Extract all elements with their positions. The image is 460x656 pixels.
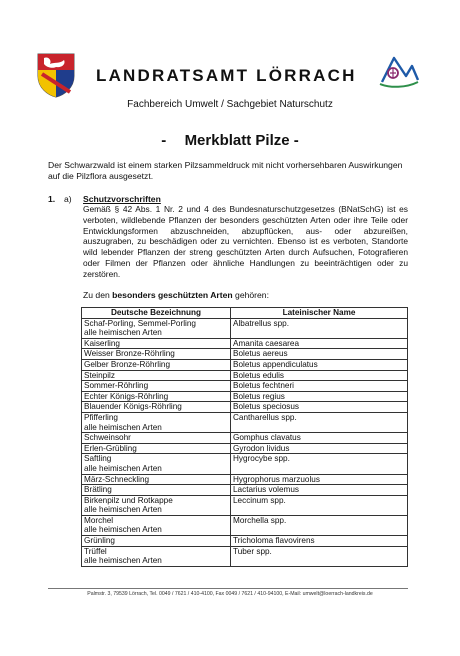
german-name-cell	[82, 402, 231, 413]
latin-name-cell: Boletus speciosus	[231, 402, 408, 413]
german-name-note: alle heimischen Arten	[84, 463, 162, 473]
coat-of-arms-icon	[36, 52, 76, 98]
latin-name-cell: Tuber spp.	[231, 546, 408, 566]
species-table	[81, 307, 408, 567]
german-name: Schaf-Porling, Semmel-Porling	[84, 318, 196, 328]
latin-name-cell: Albatrellus spp.	[231, 318, 408, 338]
column-header-latin: Lateinischer Name	[231, 308, 408, 319]
german-name-cell	[82, 485, 231, 496]
german-name-cell	[82, 433, 231, 444]
german-name-cell	[82, 495, 231, 515]
table-row	[82, 454, 408, 474]
german-name-note: alle heimischen Arten	[84, 422, 162, 432]
species-table-body	[82, 318, 408, 566]
german-name-note: alle heimischen Arten	[84, 505, 162, 515]
table-row	[82, 412, 408, 432]
department-name: Fachbereich Umwelt / Sachgebiet Naturschutz	[127, 99, 333, 110]
latin-name-cell: Hygrophorus marzuolus	[231, 474, 408, 485]
section-heading: Schutzvorschriften	[83, 194, 161, 204]
table-row	[82, 443, 408, 454]
german-name: Gelber Bronze-Röhrling	[84, 359, 171, 369]
latin-name-cell: Amanita caesarea	[231, 338, 408, 349]
german-name: Brätling	[84, 485, 112, 495]
table-row	[82, 318, 408, 338]
german-name-cell	[82, 370, 231, 381]
latin-name-cell: Gyrodon lividus	[231, 443, 408, 454]
german-name-cell	[82, 412, 231, 432]
table-header-row	[82, 308, 408, 319]
german-name-cell	[82, 381, 231, 392]
german-name-cell	[82, 536, 231, 547]
table-row	[82, 536, 408, 547]
german-name: Blauender Königs-Röhrling	[84, 402, 182, 412]
nature-logo-icon	[378, 52, 420, 92]
latin-name-cell: Lactarius volemus	[231, 485, 408, 496]
german-name: Weisser Bronze-Röhrling	[84, 349, 175, 359]
latin-name-cell: Boletus regius	[231, 391, 408, 402]
german-name: Pfifferling	[84, 412, 118, 422]
latin-name-cell: Boletus edulis	[231, 370, 408, 381]
table-row	[82, 359, 408, 370]
german-name: Erlen-Grübling	[84, 443, 137, 453]
german-name-cell	[82, 443, 231, 454]
german-name: Kaiserling	[84, 338, 120, 348]
table-lead-bold: besonders geschützten Arten	[112, 290, 233, 300]
section-paragraph: Gemäß § 42 Abs. 1 Nr. 2 und 4 des Bundesnaturschutzgesetzes (BNatSchG) ist es verboten, wildlebende Pflanzen der besonders geschützten Arten oder ihre Teile oder Entwicklungsformen abzuschneiden, abzupflücken, aus- oder abzureißen, auszugraben, zu beschädigen oder zu vernichten. Ebenso ist es verboten, Standorte wild lebender Pflanzen der streng geschützten Arten durch Aufsuchen, Fotografieren oder Filmen der Pflanzen oder ähnliche Handlungen zu beeinträchtigen oder zu zerstören.	[83, 204, 408, 279]
table-row	[82, 349, 408, 360]
german-name-cell	[82, 349, 231, 360]
german-name-cell	[82, 454, 231, 474]
german-name: Sommer-Röhrling	[84, 381, 149, 391]
table-lead-pre: Zu den	[83, 290, 110, 300]
table-row	[82, 433, 408, 444]
german-name-cell	[82, 474, 231, 485]
table-row	[82, 402, 408, 413]
german-name-cell	[82, 338, 231, 349]
document-title	[0, 132, 460, 149]
latin-name-cell: Leccinum spp.	[231, 495, 408, 515]
german-name-cell	[82, 318, 231, 338]
german-name: Steinpilz	[84, 370, 115, 380]
table-row	[82, 515, 408, 535]
table-row	[82, 546, 408, 566]
german-name-cell	[82, 515, 231, 535]
latin-name-cell: Boletus appendiculatus	[231, 359, 408, 370]
title-dash: -	[161, 132, 167, 149]
german-name: März-Schneckling	[84, 474, 150, 484]
latin-name-cell: Morchella spp.	[231, 515, 408, 535]
table-row	[82, 381, 408, 392]
section-sub-letter: a)	[64, 194, 72, 204]
intro-paragraph: Der Schwarzwald ist einem starken Pilzsammeldruck mit nicht vorhersehbaren Auswirkungen auf die Pilzflora ausgesetzt.	[48, 160, 403, 181]
table-row	[82, 485, 408, 496]
latin-name-cell: Boletus fechtneri	[231, 381, 408, 392]
german-name-cell	[82, 359, 231, 370]
german-name-note: alle heimischen Arten	[84, 328, 162, 338]
german-name-cell	[82, 391, 231, 402]
german-name: Schweinsohr	[84, 433, 131, 443]
column-header-german: Deutsche Bezeichnung	[82, 308, 231, 319]
german-name: Echter Königs-Röhrling	[84, 391, 169, 401]
footer-contact: Palmstr. 3, 79539 Lörrach, Tel. 0049 / 7621 / 410-4100, Fax 0049 / 7621 / 410-94100, E-Mail: umwelt@loerrach-landkreis.de	[87, 591, 373, 597]
table-lead-post: gehören:	[235, 290, 269, 300]
german-name-note: alle heimischen Arten	[84, 556, 162, 566]
german-name: Saftling	[84, 454, 112, 464]
german-name-note: alle heimischen Arten	[84, 525, 162, 535]
german-name: Trüffel	[84, 546, 107, 556]
table-row	[82, 338, 408, 349]
table-row	[82, 474, 408, 485]
table-lead	[83, 290, 269, 300]
latin-name-cell: Gomphus clavatus	[231, 433, 408, 444]
german-name-cell	[82, 546, 231, 566]
table-row	[82, 391, 408, 402]
latin-name-cell: Cantharellus spp.	[231, 412, 408, 432]
german-name: Birkenpilz und Rotkappe	[84, 495, 173, 505]
table-row	[82, 495, 408, 515]
latin-name-cell: Tricholoma flavovirens	[231, 536, 408, 547]
section-number: 1.	[48, 194, 56, 204]
german-name: Grünling	[84, 536, 115, 546]
footer-divider	[48, 588, 408, 589]
latin-name-cell: Hygrocybe spp.	[231, 454, 408, 474]
german-name: Morchel	[84, 515, 114, 525]
table-row	[82, 370, 408, 381]
latin-name-cell: Boletus aereus	[231, 349, 408, 360]
title-text: Merkblatt Pilze -	[184, 132, 299, 149]
organization-name: LANDRATSAMT LÖRRACH	[96, 66, 357, 85]
